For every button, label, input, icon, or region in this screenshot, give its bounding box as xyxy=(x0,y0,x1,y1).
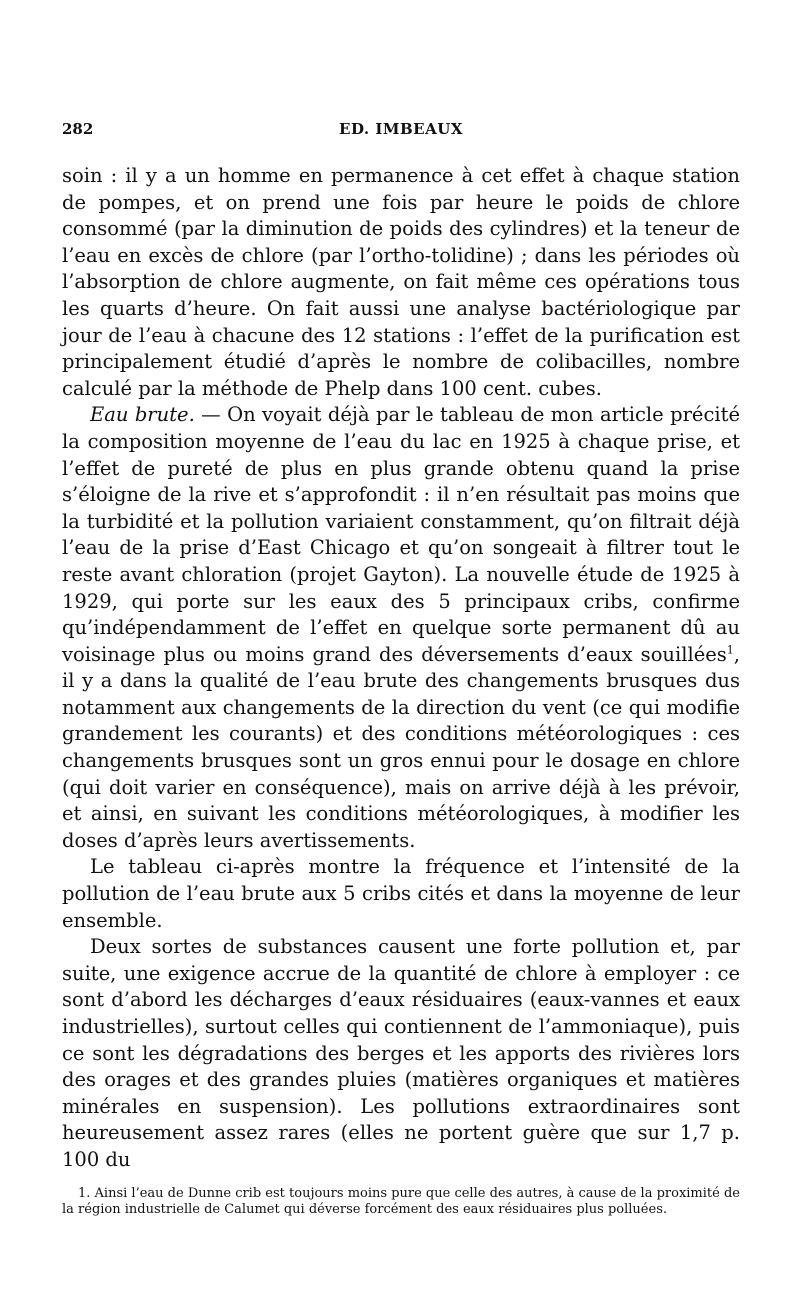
paragraph-3 xyxy=(62,854,740,934)
paragraph-2 xyxy=(62,402,740,854)
footnote-ref: 1 xyxy=(726,643,734,657)
paragraph-1 xyxy=(62,163,740,402)
footnote-number: 1. xyxy=(78,1186,91,1201)
footnote-text: Ainsi l’eau de Dunne crib est toujours moins pure que celle des autres, à cause de la proximité de la région industrielle de Calumet qui déverse forcément des eaux résiduaires plus polluées. xyxy=(62,1186,740,1217)
footnote xyxy=(62,1186,740,1218)
body-text xyxy=(62,163,740,1174)
paragraph-1-text: soin : il y a un homme en permanence à cet effet à chaque station de pompes, et on prend une fois par heure le poids de chlore consommé (par la diminution de poids des cylindres) et la teneur de l’eau en excès de chlore (par l’ortho-tolidine) ; dans les périodes où l’absorption de chlore augmente, on fait même ces opérations tous les quarts d’heure. On fait aussi une analyse bactériologique par jour de l’eau à chacune des 12 stations : l’effet de la purification est principalement étudié d’après le nombre de colibacilles, nombre calculé par la méthode de Phelp dans 100 cent. cubes. xyxy=(62,164,740,400)
paragraph-4 xyxy=(62,934,740,1173)
page-number: 282 xyxy=(62,120,94,138)
paragraph-2-text: — On voyait déjà par le tableau de mon article précité la composition moyenne de l’eau du lac en 1925 à chaque prise, et l’effet de pureté de plus en plus grande obtenu quand la prise s’éloigne de la rive et s’approfondit : il n’en résultait pas moins que la turbidité et la pollution variaient constamment, qu’on filtrait déjà l’eau de la prise d’East Chicago et qu’on songeait à filtrer tout le reste avant chloration (projet Gayton). La nouvelle étude de 1925 à 1929, qui porte sur les eaux des 5 principaux cribs, confirme qu’indépendamment de l’effet en quelque sorte permanent dû au voisinage plus ou moins grand des déversements d’eaux souillées xyxy=(62,403,740,666)
paragraph-3-text: Le tableau ci-après montre la fréquence et l’intensité de la pollution de l’eau brute aux 5 cribs cités et dans la moyenne de leur ensemble. xyxy=(62,855,740,932)
paragraph-2-text-after: , il y a dans la qualité de l’eau brute des changements brusques dus notamment aux changements de la direction du vent (ce qui modifie grandement les courants) et des conditions météorologiques : ces changements brusques sont un gros ennui pour le dosage en chlore (qui doit varier en conséquence), mais on arrive déjà à les prévoir, et ainsi, en suivant les conditions météorologiques, à modifier les doses d’après leurs avertissements. xyxy=(62,642,740,852)
running-head: ED. IMBEAUX xyxy=(339,120,463,138)
paragraph-4-text: Deux sortes de substances causent une forte pollution et, par suite, une exigence accrue de la quantité de chlore à employer : ce sont d’abord les décharges d’eaux résiduaires (eaux-vannes et eaux industrielles), surtout celles qui contiennent de l’ammoniaque), puis ce sont les dégradations des berges et les apports des rivières lors des orages et des grandes pluies (matières organiques et matières minérales en suspension). Les pollutions extraordinaires sont heureusement assez rares (elles ne portent guère que sur 1,7 p. 100 du xyxy=(62,935,740,1171)
footnote-paragraph xyxy=(62,1186,740,1218)
paragraph-2-lead: Eau brute. xyxy=(90,403,195,427)
page-header xyxy=(62,120,740,144)
